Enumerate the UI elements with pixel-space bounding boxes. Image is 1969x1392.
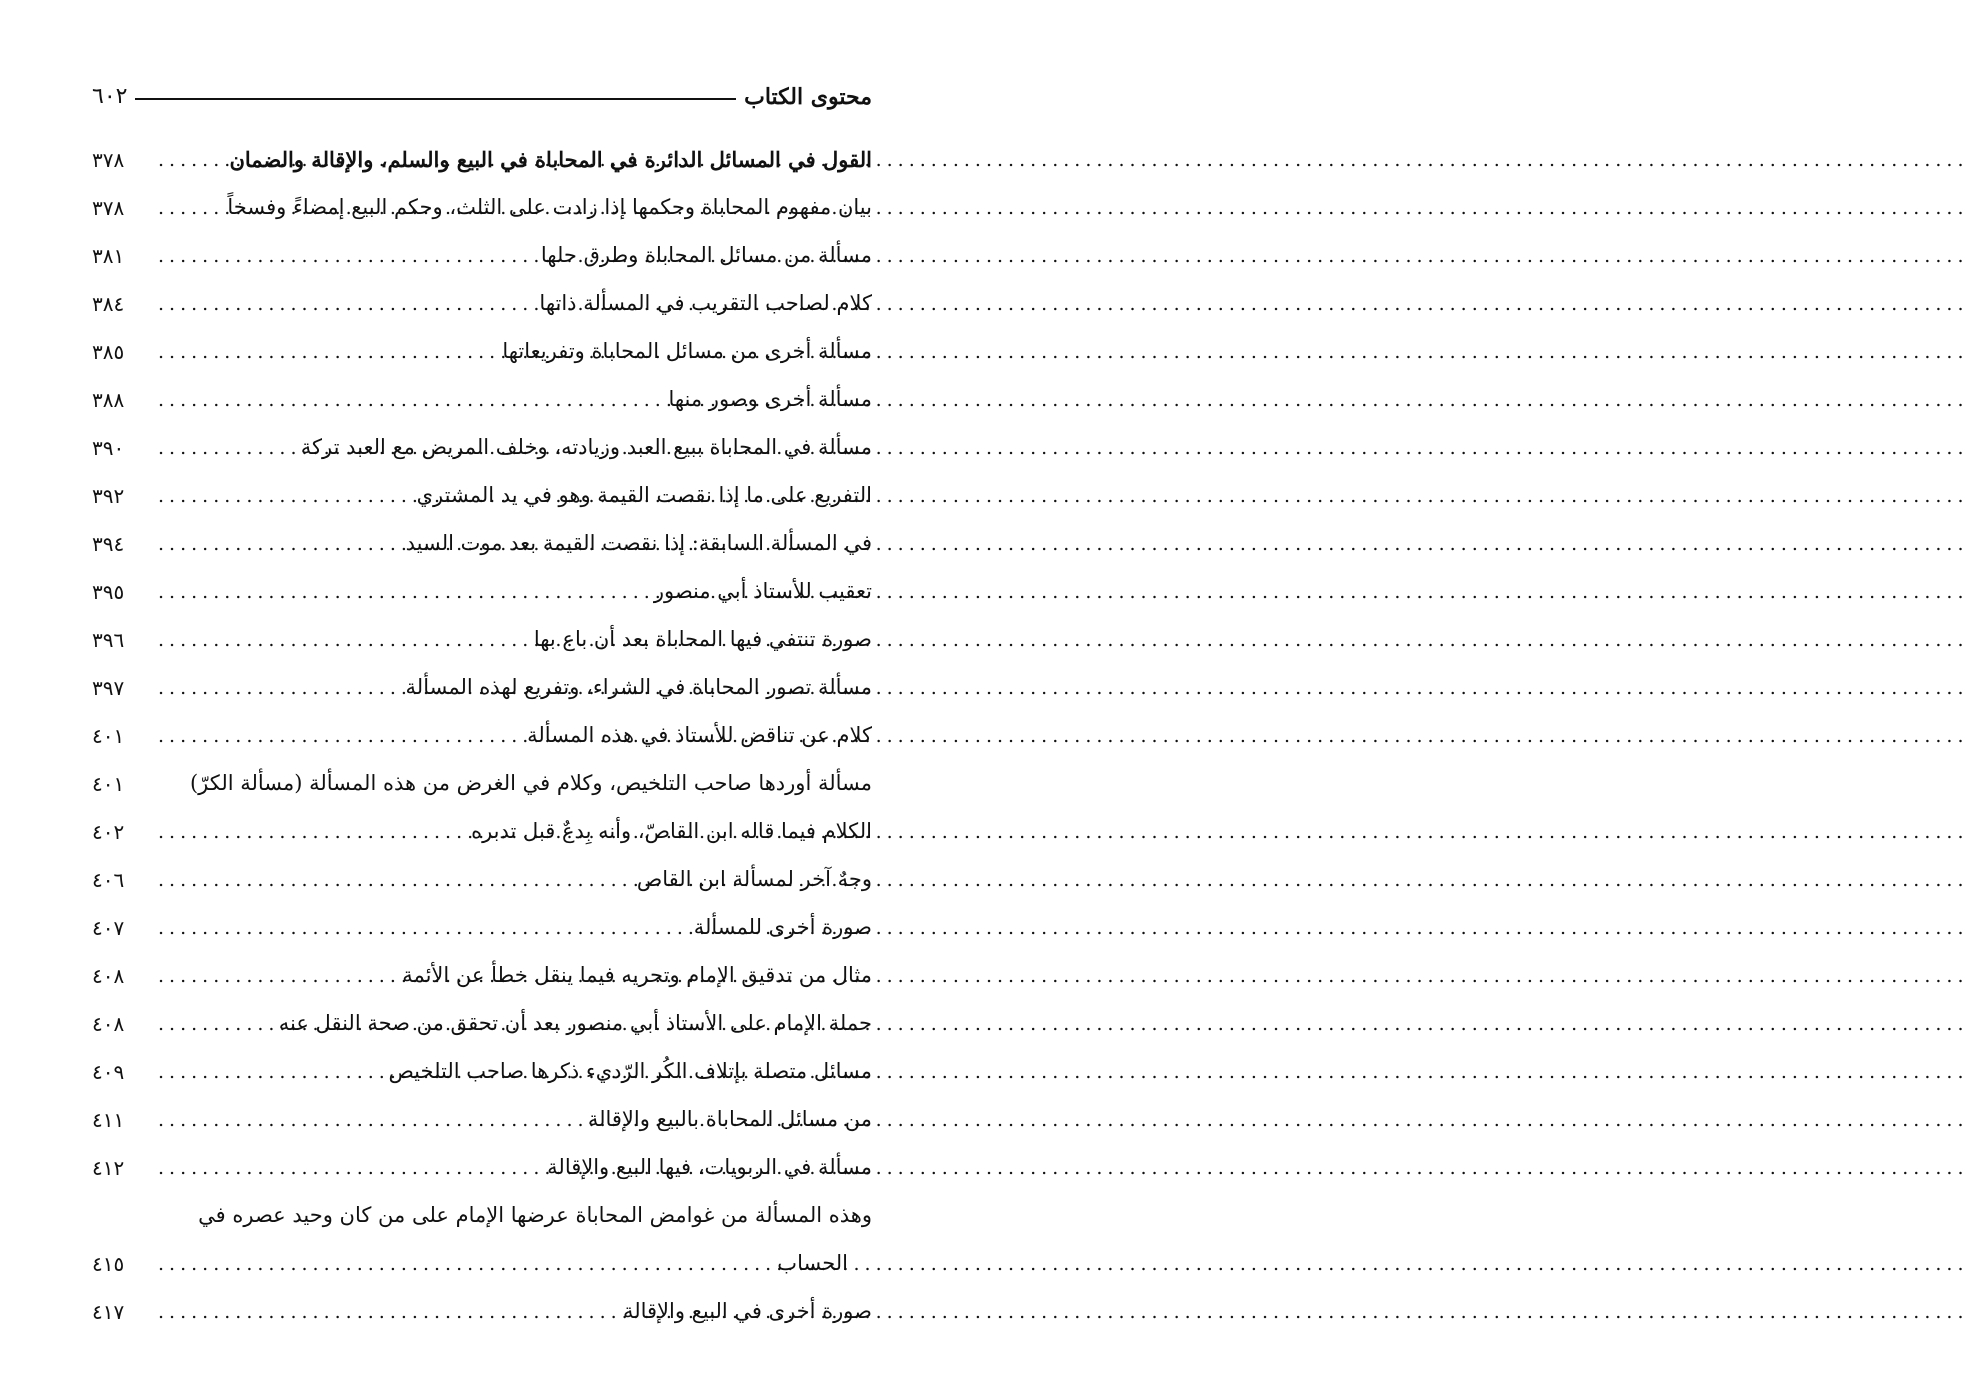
- entry-title: تعقيب للأستاذ أبي منصور: [653, 578, 872, 603]
- entry-title: كلام لصاحب التقريب في المسألة ذاتها: [539, 290, 872, 315]
- toc-entry: [92, 1132, 872, 1180]
- entry-title: الكلام فيما قاله ابن القاصّ، وأنه بِدعٌ قبل تدبره: [471, 818, 872, 843]
- entry-page-number: ٣٩٢: [92, 484, 125, 508]
- entry-page-number: ٤٠٢: [92, 820, 125, 844]
- toc-entry: [92, 1228, 872, 1276]
- toc-entry: [92, 1084, 872, 1132]
- dot-leader: [148, 1157, 539, 1180]
- entry-title: حملة الإمام على الأستاذ أبي منصور بعد أن تحقق من صحة النقل عنه: [278, 1010, 872, 1035]
- entry-title: مسألة من مسائل المحاباة وطرق حلها: [540, 242, 872, 267]
- toc-entry: [92, 796, 872, 844]
- toc-entry: [92, 268, 872, 316]
- toc-entry: [92, 604, 872, 652]
- dot-leader: [148, 677, 398, 700]
- dot-leader: [148, 389, 660, 412]
- entry-page-number: ٤١٥: [92, 1252, 125, 1276]
- page-header: [92, 78, 872, 116]
- entry-title: صورة تنتفي فيها المحاباة بعد أن باع بها: [533, 626, 872, 651]
- entry-title: التفريع على ما إذا نقصت القيمة وهو في يد المشتري: [416, 482, 872, 507]
- dot-leader: [148, 917, 686, 940]
- entry-page-number: ٣٨٨: [92, 388, 125, 412]
- entry-title: القول في المسائل الدائرة في المحاباة في البيع والسلم، والإقالة والضمان: [229, 146, 872, 172]
- dot-leader: [148, 437, 293, 460]
- entry-title: مثال من تدقيق الإمام وتحريه فيما ينقل خطأ عن الأئمة: [402, 962, 872, 987]
- entry-page-number: ٣٩٦: [92, 628, 125, 652]
- toc-entry: [92, 1036, 872, 1084]
- entry-title: بيان مفهوم المحاباة وحكمها إذا زادت على الثلث، وحكم البيع إمضاءً وفسخاً: [227, 194, 872, 219]
- toc-entry: [92, 748, 872, 796]
- entry-title: من مسائل المحاباة بالبيع والإقالة: [587, 1106, 872, 1131]
- entry-title: مسائل متصلة بإتلاف الكُر الرّديء ذكرها صاحب التلخيص: [388, 1058, 872, 1083]
- entry-page-number: ٣٨١: [92, 244, 125, 268]
- dot-leader: [148, 965, 394, 988]
- dot-leader: [148, 533, 398, 556]
- entry-title: مسألة في الربويات، فيها البيع والإقالة: [547, 1154, 872, 1179]
- toc-entry: [92, 508, 872, 556]
- dot-leader: [148, 581, 646, 604]
- entry-page-number: ٤٠٨: [92, 964, 125, 988]
- entry-page-number: ٣٩٠: [92, 436, 125, 460]
- toc-entry: [92, 652, 872, 700]
- entry-page-number: ٣٨٤: [92, 292, 125, 316]
- toc-entry: [92, 172, 872, 220]
- dot-leader: [148, 485, 409, 508]
- entry-page-number: ٤٠٨: [92, 1012, 125, 1036]
- entry-page-number: ٣٩٥: [92, 580, 125, 604]
- dot-leader: [148, 1253, 769, 1276]
- dot-leader: [148, 629, 526, 652]
- dot-leader: [148, 1013, 271, 1036]
- toc-page: [92, 78, 872, 1324]
- toc-entry: [92, 220, 872, 268]
- dot-leader: [148, 1109, 580, 1132]
- entry-title: مسألة في المحاباة ببيع العبد وزيادته، وخلف المريض مع العبد تركة: [300, 434, 872, 459]
- entry-page-number: ٤٠٩: [92, 1060, 125, 1084]
- entry-title: في المسألة السابقة: إذا نقصت القيمة بعد موت السيد: [405, 530, 872, 555]
- toc-entry: [92, 892, 872, 940]
- toc-entry: [92, 1276, 872, 1324]
- toc-entry: [92, 412, 872, 460]
- entry-title: مسألة أخرى من مسائل المحاباة وتفريعاتها: [502, 338, 872, 363]
- toc-entry: [92, 556, 872, 604]
- entry-page-number: ٤١١: [92, 1108, 125, 1132]
- entry-page-number: ٤١٢: [92, 1156, 125, 1180]
- entry-title: وجهٌ آخر لمسألة ابن القاص: [636, 866, 872, 891]
- dot-leader: [148, 821, 463, 844]
- entry-title: صورة أخرى للمسألة: [693, 914, 872, 939]
- entry-page-number: ٤٠٦: [92, 868, 125, 892]
- entry-title: مسألة أخرى وصور منها: [668, 386, 872, 411]
- entry-title: الحساب: [777, 1250, 848, 1275]
- entry-page-number: ٣٨٥: [92, 340, 125, 364]
- entry-page-number: ٣٧٨: [92, 148, 125, 172]
- toc-entry: [92, 460, 872, 508]
- entry-title: مسألة تصور المحاباة في الشراء، وتفريع لهذه المسألة: [405, 674, 872, 699]
- dot-leader: [148, 725, 519, 748]
- entry-title: صورة أخرى في البيع والإقالة: [622, 1298, 872, 1323]
- toc-entry: [92, 1180, 872, 1228]
- entry-page-number: ٤١٧: [92, 1300, 125, 1324]
- toc-entry: [92, 124, 872, 172]
- dot-leader: [148, 869, 629, 892]
- entry-page-number: ٤٠٧: [92, 916, 125, 940]
- toc-entry: [92, 364, 872, 412]
- dot-leader: [148, 197, 219, 220]
- running-title: محتوى الكتاب: [744, 84, 872, 110]
- dot-leader: [148, 149, 221, 172]
- dot-leader: [148, 293, 531, 316]
- entry-page-number: ٤٠١: [92, 772, 125, 796]
- toc-entry: [92, 988, 872, 1036]
- toc-entry: [92, 316, 872, 364]
- entry-page-number: ٤٠١: [92, 724, 125, 748]
- entry-page-number: ٣٩٧: [92, 676, 125, 700]
- dot-leader: [148, 341, 494, 364]
- dot-leader: [148, 245, 533, 268]
- toc-entry: [92, 844, 872, 892]
- page-number: ٦٠٢: [92, 84, 128, 109]
- toc-entry: [92, 700, 872, 748]
- table-of-contents: [92, 124, 872, 1324]
- entry-page-number: ٣٩٤: [92, 532, 125, 556]
- toc-entry: [92, 940, 872, 988]
- dot-leader: [148, 1301, 615, 1324]
- entry-title: وهذه المسألة من غوامض المحاباة عرضها الإمام على من كان وحيد عصره في: [198, 1202, 872, 1227]
- entry-title: كلام عن تناقض للأستاذ في هذه المسألة: [527, 722, 872, 747]
- header-rule: [135, 98, 736, 100]
- entry-page-number: ٣٧٨: [92, 196, 125, 220]
- dot-leader: [148, 1061, 380, 1084]
- entry-title: مسألة أوردها صاحب التلخيص، وكلام في الغرض من هذه المسألة (مسألة الكرّ): [189, 770, 872, 795]
